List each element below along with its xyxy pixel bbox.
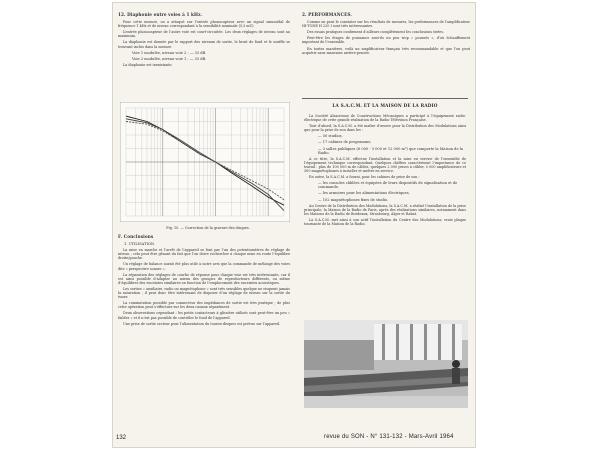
section-title-conclusions: F. Conclusions (118, 234, 154, 239)
page-number: 132 (116, 435, 127, 441)
control-room-photo (304, 320, 468, 408)
right-column (302, 12, 470, 57)
paragraph: La diaphonie est inexistante. (123, 62, 173, 67)
paragraph: La commutation possible par connecteur des impédances de sortie est très pratique ; de plus cette opération peut s’effectuer sur les deux canaux séparément. (118, 301, 290, 310)
paragraph: La mise en marche et l’arrêt de l’appareil se font par l’un des potentiomètres de réglage de niveau ; cela peut être gênant du fait que l’on doive rechercher à chaque mise en route l’équilibre droite/gauche. (118, 248, 290, 261)
figure-caption: Fig. 10. — Correction de la gravure des disques. (166, 226, 250, 230)
list-item: — 3 salles publiques (6 000 - 3 000 et 12 000 m³) que comporte la Maison de la Radio. (318, 146, 464, 155)
section-title-diaphonie: 12. Diaphonie entre voies à 1 kHz. (118, 12, 203, 17)
magazine-page (112, 2, 476, 448)
list-item: — les armoires pour les alimentations électriques, (318, 191, 410, 196)
paragraph: En toutes manières, voilà un amplificateur français très recommandable et que l’on peut acquérir sans mauvaise arrière-pensée. (302, 46, 470, 55)
paragraph: Les sorties « auxiliaire, radio ou magnétophone » sont très sensibles quelque ne risquent jamais la saturation ; il peut donc être intéressant de disposer d’un réglage de niveau sur la sortie du tuner. (118, 286, 290, 300)
paragraph: Comme on peut le constater sur les résultats de mesures, les performances de l’amplificateur HI-TONE H 220 I sont très intéressantes. (302, 20, 470, 29)
paragraph: La S.A.C.M. met ainsi à son actif l’installation du Centre des Modulations, vraie plaque tournante de la Maison de la Radio. (304, 217, 466, 226)
paragraph: Peut-être les étages de puissance sont-ils un peu trop « poussés », d’où échauffement important de l’ensemble. (302, 36, 470, 45)
measure-line: Voie 1 modulée, niveau voie 2 : — 33 dB. (132, 50, 207, 55)
paragraph: En outre, la S.A.C.M. a fourni, pour les cabines de prise de son : (309, 175, 420, 180)
left-column-bottom (118, 234, 290, 328)
frequency-response-chart (120, 102, 290, 222)
sacm-box-title: LA S.A.C.M. ET LA MAISON DE LA RADIO (332, 103, 438, 108)
paragraph: Au Centre de la Distribution des Modulations, la S.A.C.M. a réalisé l’installation de la prise principale, la Maison de la Radio de Paris, après des réalisations similaires, notamment dans les Maisons de la Radio de Bordeaux, Strasbourg, Alger et Rabat. (304, 203, 466, 216)
left-column (118, 12, 290, 69)
paragraph: La séparation des réglages de courbe de réponse pour chaque voie est très intéressante, car il est ainsi possible d’adapter au mieux des groupes de reproducteurs différents, ou même d’équilibrer des enceintes similaires en fonction de l’emplacement des enceintes acoustiques. (118, 272, 290, 285)
measure-line: Voie 2 modulée, niveau voie 1 : — 33 dB. (132, 56, 207, 61)
list-item: — 17 cabines de programme, (318, 140, 372, 145)
subsection-title-utilisation: 1. UTILISATION. (124, 242, 155, 247)
paragraph: A ce titre, la S.A.C.M. effectue l’installation et la mise en service de l’ensemble de l’équipement technique correspondant. Quelques chiffres caractérisent l’importance de ce travail : plus de 100 000 m de câbles, quelques 2 000 prises à câbler, 5 000 amplificateurs et 300 magnétophones à installer et mettre en service. (304, 156, 466, 174)
paragraph: Deux observations cependant : les petits contacteurs à glissière utilisés sont peut-être un peu « faibles » et il n’est pas possible de contrôler le fond de l’appareil. (118, 311, 290, 320)
paragraph: Pour cette mesure, on a attaqué sur l’entrée phonocapteur avec un signal sinusoïdal de fréquence 1 kHz et de niveau correspondant à la sensibilité nominale (5,5 mV). (118, 20, 290, 29)
paragraph: L’entrée phonocapteur de l’autre voie est court-circuitée. Les deux réglages de niveau sont au maximum. (118, 30, 290, 39)
list-item: — 50 studios, (318, 134, 343, 139)
paragraph: Tout d’abord, la S.A.C.M. a été maître d’œuvre pour la Distribution des Modulations ainsi que pour la prise de son dans les : (304, 124, 466, 133)
paragraph: La Société Alsacienne de Constructions Mécaniques a participé à l’équipement radio-électrique de cette grande réalisation de la Radio Télévision Française. (304, 114, 466, 123)
masthead: revue du SON - N° 131-132 - Mars-Avril 1964 (324, 434, 454, 440)
page-footer (112, 434, 476, 448)
section-title-performances: 2. PERFORMANCES. (302, 12, 352, 17)
list-item: — les consoles câblées et équipées de leurs dispositifs de signalisation et de commande, (318, 181, 458, 190)
paragraph: La diaphonie est donnée par le rapport des niveaux de sortie, le bruit de fond et le souffle se trouvant inclus dans la mesure. (118, 40, 290, 49)
sacm-box-content (304, 114, 466, 228)
list-item: — 102 magnétophones fixes de studio. (318, 197, 389, 202)
paragraph: Un réglage de balance aurait été plus utile à notre avis que la commande de mélange des voies dite « perspective sonore ». (118, 262, 290, 271)
paragraph: Des essais pratiques confirment d’ailleurs complètement les conclusions tirées. (307, 30, 444, 35)
paragraph: Une prise de sortie secteur pour l’alimentation du tourne-disques est prévue sur l’appareil. (123, 321, 281, 326)
